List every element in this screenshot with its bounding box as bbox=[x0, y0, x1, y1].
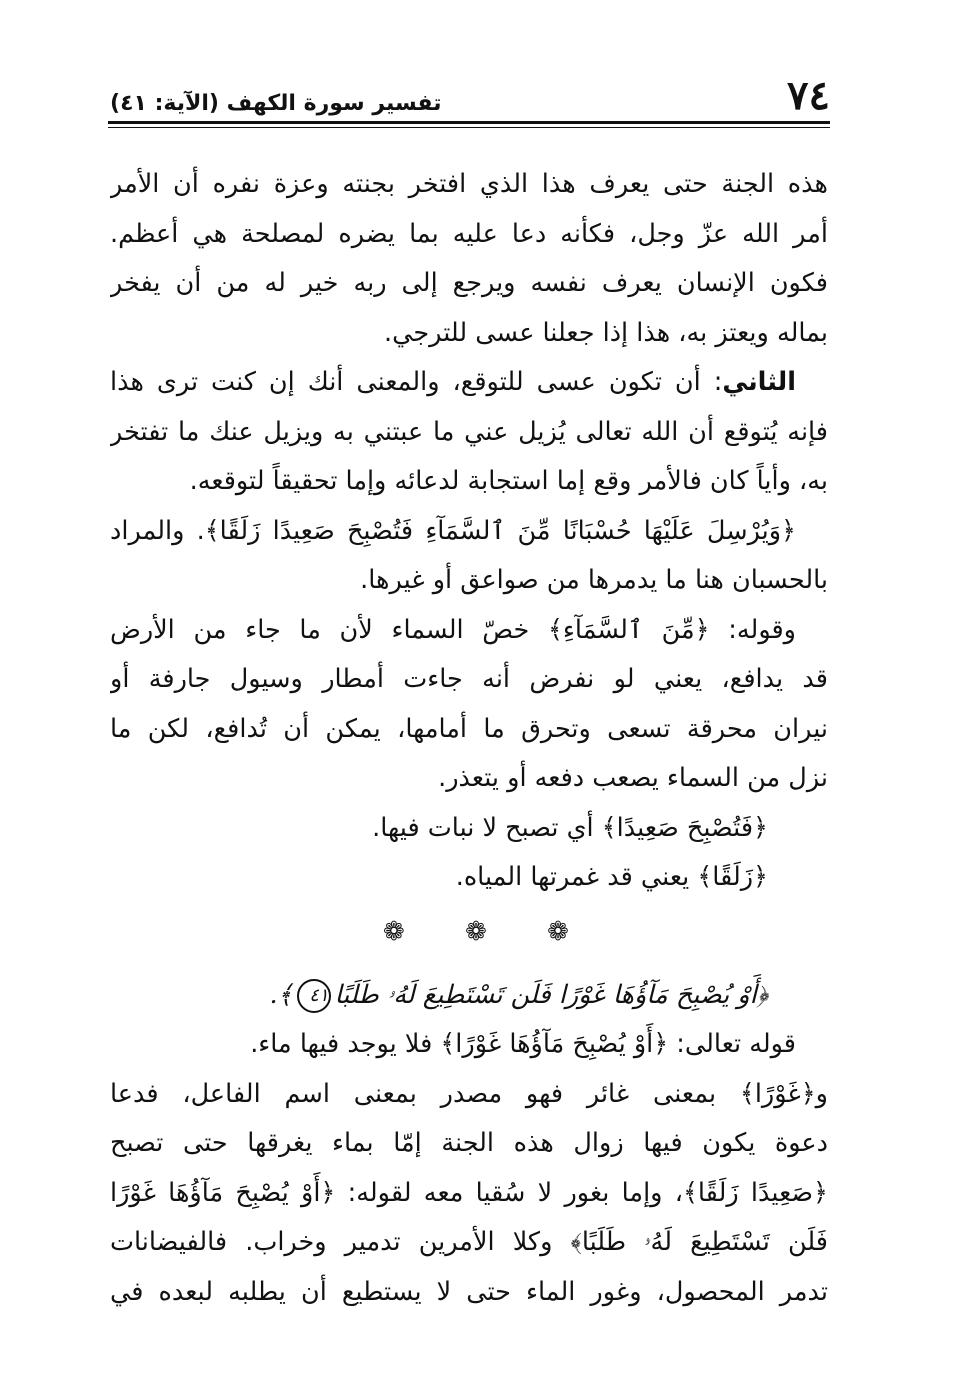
text-line: وقوله: ﴿مِّنَ ٱلسَّمَآءِ﴾ خصّ السماء لأن ما جاء من الأرض bbox=[110, 614, 796, 645]
section-label: الثاني bbox=[722, 367, 796, 397]
section-separator: ❁ ❁ ❁ bbox=[383, 916, 595, 947]
text-line: فكون الإنسان يعرف نفسه ويرجع إلى ربه خير له من أن يفخر bbox=[110, 268, 828, 298]
header-rule-thick bbox=[108, 121, 830, 124]
text-line: قد يدافع، يعني لو نفرض أنه جاءت أمطار وسيول جارفة أو bbox=[110, 664, 828, 694]
text-line: ﴿زَلَقًا﴾ يعني قد غمرتها المياه. bbox=[455, 862, 768, 892]
text-line: ﴿وَيُرْسِلَ عَلَيْهَا حُسْبَانًا مِّنَ ٱلسَّمَآءِ فَتُصْبِحَ صَعِيدًا زَلَقًا﴾. والمراد bbox=[110, 515, 796, 546]
text-line: هذه الجنة حتى يعرف هذا الذي افتخر بجنته وعزة نفره أن الأمر bbox=[110, 169, 828, 199]
text-line: دعوة يكون فيها زوال هذه الجنة إمّا بماء يغرقها حتى تصبح bbox=[110, 1128, 828, 1158]
page-header bbox=[110, 72, 830, 124]
text-line: نيران محرقة تسعى وتحرق ما أمامها، يمكن أن تُدافع، لكن ما bbox=[110, 713, 828, 744]
text-line: و﴿غَوْرًا﴾ بمعنى غائر فهو مصدر بمعنى اسم الفاعل، فدعا bbox=[110, 1078, 828, 1109]
spacer bbox=[110, 961, 828, 971]
running-title: تفسير سورة الكهف (الآية: ٤١) bbox=[110, 91, 442, 116]
text-line: ﴿فَتُصْبِحَ صَعِيدًا﴾ أي تصبح لا نبات فيها. bbox=[372, 812, 768, 843]
ayah-number-marker: ٤١ bbox=[297, 979, 331, 1013]
verse-text: ﴿أَوْ يُصْبِحَ مَآؤُهَا غَوْرًا فَلَن تَسْتَطِيعَ لَهُۥ طَلَبًا bbox=[334, 979, 768, 1010]
text-line: قوله تعالى: ﴿أَوْ يُصْبِحَ مَآؤُهَا غَوْرًا﴾ فلا يوجد فيها ماء. bbox=[250, 1029, 796, 1059]
text-line: تدمر المحصول، وغور الماء حتى لا يستطيع أن يطلبه لبعده في bbox=[110, 1276, 828, 1307]
text-line: بالحسبان هنا ما يدمرها من صواعق أو غيرها. bbox=[360, 565, 828, 595]
text-line: به، وأياً كان فالأمر وقع إما استجابة لدعائه وإما تحقيقاً لتوقعه. bbox=[189, 466, 828, 496]
verse-close: ﴾. bbox=[269, 979, 293, 1010]
text-line: ﴿صَعِيدًا زَلَقًا﴾، وإما بغور لا سُقيا معه لقوله: ﴿أَوْ يُصْبِحَ مَآؤُهَا غَوْرًا bbox=[110, 1177, 828, 1208]
text-line: نزل من السماء يصعب دفعه أو يتعذر. bbox=[438, 763, 828, 793]
verse-line bbox=[110, 971, 828, 1021]
text-run: : أن تكون عسى للتوقع، والمعنى أنك إن كنت ترى هذا bbox=[110, 367, 723, 397]
body-text bbox=[110, 160, 828, 1317]
text-line: بماله ويعتز به، هذا إذا جعلنا عسى للترجي. bbox=[384, 317, 828, 348]
text-line bbox=[110, 358, 828, 408]
header-rule-thin bbox=[108, 127, 830, 128]
text-line: أمر الله عزّ وجل، فكأنه دعا عليه بما يضره لمصلحة هي أعظم. bbox=[110, 218, 828, 249]
text-line: فإنه يُتوقع أن الله تعالى يُزيل عني ما عبتني به ويزيل عنك ما تفتخر bbox=[110, 416, 828, 447]
page-number: ٧٤ bbox=[787, 72, 830, 119]
text-line: فَلَن تَسْتَطِيعَ لَهُۥ طَلَبًا﴾ وكلا الأمرين تدمير وخراب. فالفيضانات bbox=[110, 1227, 828, 1257]
